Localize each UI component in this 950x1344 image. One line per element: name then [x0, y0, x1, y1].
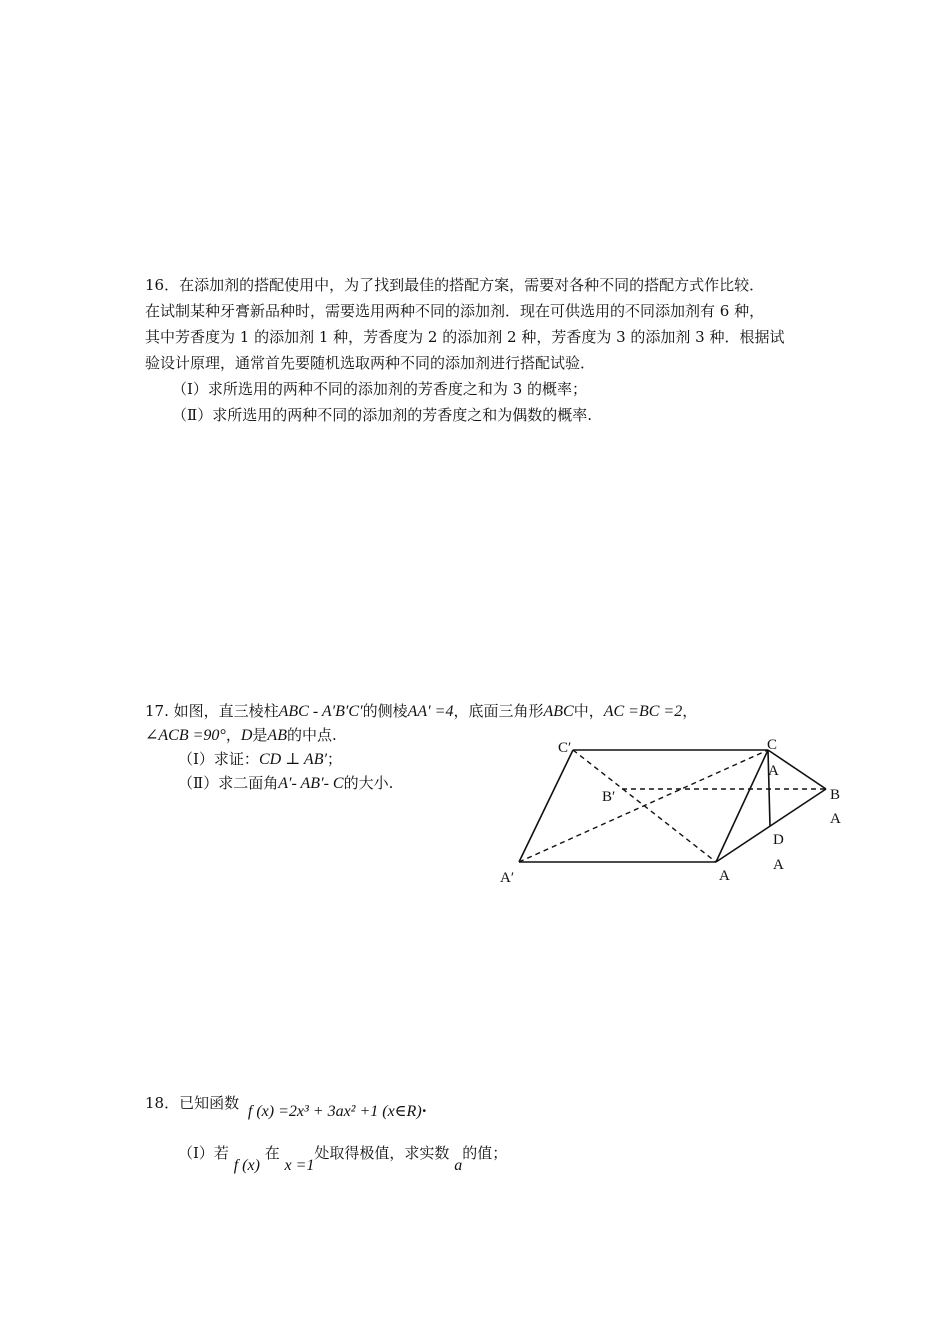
edge-aprime-c-dashed: [519, 750, 768, 862]
segment-c-d: [768, 750, 770, 826]
q18-prefix: 18．已知函数: [145, 1094, 240, 1112]
q18-part-1-text: 处取得极值，求实数: [314, 1144, 450, 1162]
q17-angle: ∠ACB =90°: [145, 727, 226, 744]
q18-part-1-end: 的值；: [462, 1144, 508, 1162]
q17-part-1-math: CD ⊥ AB′: [258, 751, 327, 768]
q17-part-2-label: （Ⅱ）求二面角: [178, 774, 279, 792]
q16-part-2: （Ⅱ）求所选用的两种不同的添加剂的芳香度之和为偶数的概率.: [172, 406, 592, 424]
label-a-under-d: A: [773, 857, 784, 873]
q16-line-1: 16．在添加剂的搭配使用中，为了找到最佳的搭配方案，需要对各种不同的搭配方式作比较．: [145, 276, 765, 294]
q17-segment-ab: AB: [267, 727, 287, 744]
edge-cprime-aprime: [519, 750, 573, 862]
q17-part-2-math: A′- AB′- C: [278, 775, 344, 792]
q17-text-2: ，底面三角形: [453, 702, 544, 720]
label-c-prime: C′: [558, 740, 572, 756]
q17-edge: AA′ =4: [407, 703, 454, 720]
label-c: C: [767, 737, 778, 753]
q17-point-d: D: [240, 727, 253, 744]
q17-comma: ，: [682, 702, 698, 720]
q17-equation: AC =BC =2: [603, 703, 683, 720]
q17-text-4: ，: [225, 726, 241, 744]
q18-function: f (x) =2x³ + 3ax² +1 (x∈R): [247, 1103, 422, 1120]
q18-part-1-x: x =1: [284, 1157, 315, 1174]
q17-text-1: 的侧棱: [362, 702, 408, 720]
label-a-prime: A′: [500, 870, 515, 886]
q18-dot: ·: [421, 1102, 427, 1120]
q18-line-1: [145, 1094, 427, 1123]
q17-part-1-label: （Ⅰ）求证：: [178, 750, 259, 768]
q17-triangle: ABC: [543, 703, 574, 720]
q17-text-3: 中，: [573, 702, 604, 720]
q16-line-4: 验设计原理，通常首先要随机选取两种不同的添加剂进行搭配试验．: [145, 354, 596, 372]
q17-text-6: 的中点.: [286, 726, 337, 744]
q17-text-5: 是: [252, 726, 268, 744]
label-a-under-b: A: [830, 811, 841, 827]
q17-part-1-end: ；: [326, 750, 342, 768]
q18-part-1-at: 在: [264, 1144, 280, 1162]
q16-line-3: 其中芳香度为 1 的添加剂 1 种，芳香度为 2 的添加剂 2 种，芳香度为 3 的添加剂 3 种．根据试: [145, 328, 785, 346]
q16-part-1: （Ⅰ）求所选用的两种不同的添加剂的芳香度之和为 3 的概率；: [172, 380, 588, 398]
label-a: A: [719, 868, 730, 884]
q16-line-2: 在试制某种牙膏新品种时，需要选用两种不同的添加剂．现在可供选用的不同添加剂有 6 种，: [145, 302, 765, 320]
q17-prism: ABC - A′B′C′: [278, 703, 363, 720]
label-b: B: [830, 787, 841, 803]
q18-part-1: [178, 1144, 508, 1174]
q18-part-1-f: f (x): [233, 1157, 260, 1174]
label-d: D: [773, 832, 784, 848]
label-b-prime: B′: [602, 789, 616, 805]
q18-part-1-label: （Ⅰ）若: [178, 1144, 229, 1162]
q17-part-2-end: 的大小.: [343, 774, 394, 792]
label-a-under-c: A: [768, 763, 779, 779]
q17-prefix: 17. 如图，直三棱柱: [145, 702, 279, 720]
q18-part-1-a: a: [454, 1157, 463, 1174]
